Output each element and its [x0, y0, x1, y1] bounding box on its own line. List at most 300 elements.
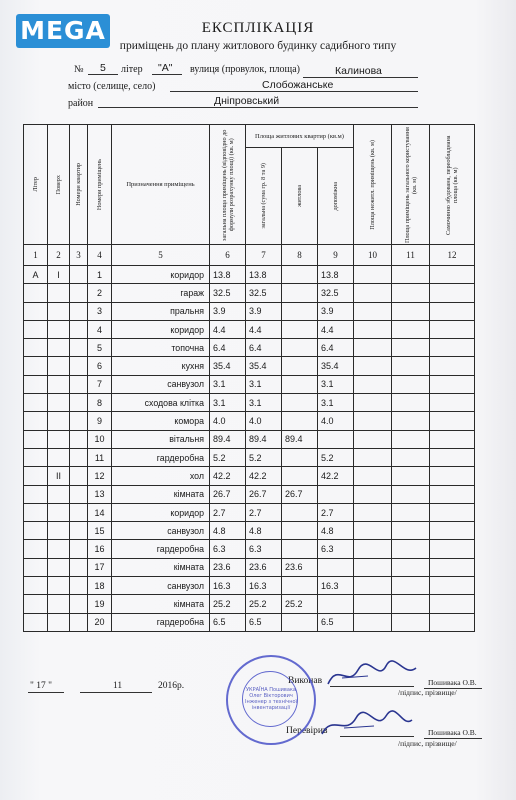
cell-sanitary	[430, 577, 475, 595]
signature-1-icon	[320, 658, 420, 692]
liter-underline	[152, 74, 182, 75]
cell-total-area: 4.8	[210, 522, 246, 540]
cell-sanitary	[430, 558, 475, 576]
col-header-floor: Поверх	[48, 125, 70, 245]
cell-common	[392, 448, 430, 466]
cell-auxiliary: 4.4	[318, 320, 354, 338]
cell-common	[392, 540, 430, 558]
cell-sanitary	[430, 284, 475, 302]
cell-liter	[24, 284, 48, 302]
cell-purpose: кухня	[112, 357, 210, 375]
city-label: місто (селище, село)	[68, 81, 156, 92]
cell-liter	[24, 503, 48, 521]
cell-living	[282, 448, 318, 466]
cell-room-number: 10	[88, 430, 112, 448]
street-underline	[303, 77, 418, 78]
cell-total-area: 3.1	[210, 394, 246, 412]
cell-total-sum: 4.0	[246, 412, 282, 430]
cell-liter	[24, 339, 48, 357]
cell-floor	[48, 375, 70, 393]
cell-floor	[48, 357, 70, 375]
cell-total-area: 3.9	[210, 302, 246, 320]
cell-total-area: 4.4	[210, 320, 246, 338]
table-row	[24, 467, 475, 485]
cell-floor	[48, 577, 70, 595]
cell-floor	[48, 522, 70, 540]
liter-value: "А"	[158, 62, 173, 74]
cell-total-sum: 6.4	[246, 339, 282, 357]
date-month: 11	[113, 681, 123, 691]
cell-sanitary	[430, 522, 475, 540]
cell-common	[392, 503, 430, 521]
cell-auxiliary	[318, 430, 354, 448]
cell-apartment	[70, 394, 88, 412]
date-year: 2016р.	[158, 681, 185, 691]
table-body	[24, 266, 475, 632]
table-row	[24, 394, 475, 412]
col-header-total-sum: загальна (сума гр. 8 та 9)	[246, 148, 282, 245]
cell-nonliving	[354, 540, 392, 558]
cell-total-sum: 4.4	[246, 320, 282, 338]
column-number: 10	[354, 245, 392, 266]
cell-apartment	[70, 412, 88, 430]
cell-auxiliary: 4.8	[318, 522, 354, 540]
cell-total-area: 6.3	[210, 540, 246, 558]
cell-living	[282, 284, 318, 302]
table-row	[24, 320, 475, 338]
col-header-apartment: Номери квартир	[70, 125, 88, 245]
street-label: вулиця (провулок, площа)	[190, 64, 301, 75]
cell-nonliving	[354, 430, 392, 448]
cell-sanitary	[430, 339, 475, 357]
cell-liter	[24, 595, 48, 613]
col-header-common: Площа приміщень загального користування (кв. м)	[392, 125, 430, 245]
cell-room-number: 4	[88, 320, 112, 338]
cell-room-number: 9	[88, 412, 112, 430]
cell-room-number: 2	[88, 284, 112, 302]
cell-room-number: 11	[88, 448, 112, 466]
table-row	[24, 448, 475, 466]
explication-table	[23, 124, 475, 632]
col-header-nonliving: Площа нежитл. приміщень (кв. м)	[354, 125, 392, 245]
cell-living	[282, 339, 318, 357]
cell-auxiliary: 4.0	[318, 412, 354, 430]
cell-total-area: 5.2	[210, 448, 246, 466]
cell-living: 89.4	[282, 430, 318, 448]
cell-floor	[48, 485, 70, 503]
cell-auxiliary: 42.2	[318, 467, 354, 485]
cell-total-sum: 26.7	[246, 485, 282, 503]
table-row	[24, 503, 475, 521]
signer2-name: Пошивака О.В.	[428, 728, 477, 737]
cell-auxiliary: 6.4	[318, 339, 354, 357]
cell-floor	[48, 339, 70, 357]
column-number: 5	[112, 245, 210, 266]
cell-total-sum: 5.2	[246, 448, 282, 466]
cell-purpose: гараж	[112, 284, 210, 302]
cell-common	[392, 320, 430, 338]
cell-common	[392, 485, 430, 503]
cell-sanitary	[430, 394, 475, 412]
table-row	[24, 540, 475, 558]
cell-nonliving	[354, 448, 392, 466]
cell-purpose: кімната	[112, 558, 210, 576]
cell-living	[282, 522, 318, 540]
cell-liter	[24, 320, 48, 338]
cell-common	[392, 467, 430, 485]
cell-total-area: 32.5	[210, 284, 246, 302]
table-row	[24, 485, 475, 503]
cell-nonliving	[354, 503, 392, 521]
district-value: Дніпровський	[214, 95, 280, 107]
cell-common	[392, 302, 430, 320]
cell-common	[392, 430, 430, 448]
cell-common	[392, 339, 430, 357]
cell-total-area: 89.4	[210, 430, 246, 448]
cell-apartment	[70, 448, 88, 466]
table-row	[24, 577, 475, 595]
cell-liter	[24, 375, 48, 393]
cell-auxiliary: 3.1	[318, 394, 354, 412]
cell-total-sum: 3.1	[246, 394, 282, 412]
cell-auxiliary: 16.3	[318, 577, 354, 595]
cell-total-sum: 42.2	[246, 467, 282, 485]
cell-floor	[48, 540, 70, 558]
cell-liter: А	[24, 266, 48, 284]
cell-purpose: кімната	[112, 485, 210, 503]
cell-total-area: 42.2	[210, 467, 246, 485]
cell-auxiliary: 13.8	[318, 266, 354, 284]
cell-sanitary	[430, 540, 475, 558]
column-number: 8	[282, 245, 318, 266]
cell-floor	[48, 430, 70, 448]
cell-total-area: 25.2	[210, 595, 246, 613]
cell-liter	[24, 613, 48, 631]
cell-floor: II	[48, 467, 70, 485]
cell-nonliving	[354, 284, 392, 302]
cell-common	[392, 394, 430, 412]
cell-auxiliary	[318, 558, 354, 576]
cell-liter	[24, 540, 48, 558]
cell-nonliving	[354, 412, 392, 430]
document-title: ЕКСПЛІКАЦІЯ	[201, 20, 315, 36]
table-row	[24, 430, 475, 448]
cell-total-sum: 23.6	[246, 558, 282, 576]
cell-living	[282, 467, 318, 485]
cell-living	[282, 577, 318, 595]
cell-total-area: 13.8	[210, 266, 246, 284]
column-number: 1	[24, 245, 48, 266]
cell-common	[392, 522, 430, 540]
cell-room-number: 20	[88, 613, 112, 631]
col-header-living-group: Площа житлових квартир (кв.м)	[246, 125, 354, 148]
cell-apartment	[70, 266, 88, 284]
cell-purpose: санвузол	[112, 577, 210, 595]
cell-auxiliary: 2.7	[318, 503, 354, 521]
cell-nonliving	[354, 613, 392, 631]
cell-room-number: 15	[88, 522, 112, 540]
cell-floor	[48, 320, 70, 338]
cell-floor	[48, 595, 70, 613]
cell-total-sum: 89.4	[246, 430, 282, 448]
cell-apartment	[70, 522, 88, 540]
cell-liter	[24, 430, 48, 448]
signature-2-icon	[316, 706, 416, 740]
cell-liter	[24, 485, 48, 503]
district-underline	[98, 107, 418, 108]
cell-living: 23.6	[282, 558, 318, 576]
cell-total-area: 6.4	[210, 339, 246, 357]
cell-nonliving	[354, 320, 392, 338]
cell-apartment	[70, 302, 88, 320]
number-value: 5	[100, 62, 106, 74]
cell-floor	[48, 284, 70, 302]
cell-apartment	[70, 503, 88, 521]
cell-nonliving	[354, 375, 392, 393]
cell-auxiliary: 3.9	[318, 302, 354, 320]
date-day: " 17 "	[30, 681, 53, 691]
cell-common	[392, 412, 430, 430]
cell-liter	[24, 522, 48, 540]
cell-room-number: 19	[88, 595, 112, 613]
cell-apartment	[70, 595, 88, 613]
cell-common	[392, 266, 430, 284]
col-header-sanitary: Самочинно збудована, переобладнана площа (кв. м)	[430, 125, 475, 245]
cell-nonliving	[354, 394, 392, 412]
cell-purpose: топочна	[112, 339, 210, 357]
cell-auxiliary: 32.5	[318, 284, 354, 302]
cell-total-sum: 2.7	[246, 503, 282, 521]
cell-purpose: пральня	[112, 302, 210, 320]
cell-room-number: 3	[88, 302, 112, 320]
cell-total-sum: 13.8	[246, 266, 282, 284]
cell-apartment	[70, 339, 88, 357]
cell-auxiliary: 6.3	[318, 540, 354, 558]
cell-auxiliary	[318, 595, 354, 613]
cell-nonliving	[354, 577, 392, 595]
cell-sanitary	[430, 595, 475, 613]
cell-total-area: 3.1	[210, 375, 246, 393]
table-row	[24, 412, 475, 430]
col-header-purpose: Призначення приміщень	[112, 125, 210, 245]
cell-total-area: 4.0	[210, 412, 246, 430]
cell-sanitary	[430, 412, 475, 430]
cell-sanitary	[430, 467, 475, 485]
cell-apartment	[70, 430, 88, 448]
number-underline	[88, 74, 118, 75]
cell-living	[282, 394, 318, 412]
table-row	[24, 522, 475, 540]
cell-sanitary	[430, 375, 475, 393]
cell-purpose: коридор	[112, 503, 210, 521]
cell-liter	[24, 448, 48, 466]
cell-nonliving	[354, 467, 392, 485]
cell-sanitary	[430, 448, 475, 466]
cell-liter	[24, 357, 48, 375]
cell-apartment	[70, 577, 88, 595]
cell-auxiliary: 6.5	[318, 613, 354, 631]
cell-sanitary	[430, 430, 475, 448]
cell-purpose: сходова клітка	[112, 394, 210, 412]
official-stamp	[226, 655, 316, 745]
cell-floor	[48, 558, 70, 576]
cell-floor	[48, 503, 70, 521]
cell-purpose: комора	[112, 412, 210, 430]
cell-living	[282, 320, 318, 338]
cell-total-sum: 6.3	[246, 540, 282, 558]
table-row	[24, 357, 475, 375]
column-number: 6	[210, 245, 246, 266]
city-value: Слобожанське	[262, 79, 334, 91]
table-row	[24, 558, 475, 576]
table-row	[24, 375, 475, 393]
cell-living	[282, 266, 318, 284]
cell-apartment	[70, 467, 88, 485]
cell-purpose: коридор	[112, 320, 210, 338]
cell-auxiliary: 35.4	[318, 357, 354, 375]
table-row	[24, 302, 475, 320]
cell-living: 25.2	[282, 595, 318, 613]
street-value: Калинова	[335, 65, 382, 77]
cell-liter	[24, 558, 48, 576]
number-label: №	[74, 64, 84, 75]
cell-living	[282, 357, 318, 375]
column-number: 11	[392, 245, 430, 266]
cell-purpose: кімната	[112, 595, 210, 613]
cell-total-area: 35.4	[210, 357, 246, 375]
cell-nonliving	[354, 302, 392, 320]
signer1-role: Виконав	[288, 676, 323, 686]
cell-common	[392, 558, 430, 576]
column-number: 4	[88, 245, 112, 266]
cell-purpose: хол	[112, 467, 210, 485]
cell-apartment	[70, 485, 88, 503]
cell-floor	[48, 448, 70, 466]
cell-liter	[24, 577, 48, 595]
cell-total-sum: 35.4	[246, 357, 282, 375]
cell-common	[392, 375, 430, 393]
cell-nonliving	[354, 558, 392, 576]
cell-room-number: 13	[88, 485, 112, 503]
cell-apartment	[70, 613, 88, 631]
cell-total-sum: 4.8	[246, 522, 282, 540]
col-header-living: житлова	[282, 148, 318, 245]
column-number-row	[24, 245, 475, 266]
date-month-underline	[80, 692, 152, 693]
cell-total-sum: 32.5	[246, 284, 282, 302]
cell-floor	[48, 412, 70, 430]
district-label: район	[68, 98, 94, 109]
cell-common	[392, 595, 430, 613]
cell-floor	[48, 394, 70, 412]
signer2-role: Перевірив	[286, 726, 328, 736]
column-number: 3	[70, 245, 88, 266]
cell-liter	[24, 302, 48, 320]
cell-living: 26.7	[282, 485, 318, 503]
cell-room-number: 5	[88, 339, 112, 357]
cell-apartment	[70, 558, 88, 576]
cell-room-number: 12	[88, 467, 112, 485]
cell-sanitary	[430, 357, 475, 375]
cell-floor	[48, 302, 70, 320]
cell-room-number: 7	[88, 375, 112, 393]
cell-sanitary	[430, 266, 475, 284]
cell-purpose: гардеробна	[112, 540, 210, 558]
cell-liter	[24, 412, 48, 430]
cell-living	[282, 540, 318, 558]
cell-purpose: вітальня	[112, 430, 210, 448]
cell-common	[392, 613, 430, 631]
signer2-caption: /підпис, прізвище/	[398, 739, 457, 748]
cell-room-number: 17	[88, 558, 112, 576]
cell-liter	[24, 467, 48, 485]
cell-room-number: 1	[88, 266, 112, 284]
cell-total-area: 26.7	[210, 485, 246, 503]
signer1-name: Пошивака О.В.	[428, 678, 477, 687]
cell-total-area: 6.5	[210, 613, 246, 631]
table-row	[24, 266, 475, 284]
cell-nonliving	[354, 485, 392, 503]
liter-label: літер	[121, 64, 143, 75]
col-header-liter: Літер	[24, 125, 48, 245]
cell-apartment	[70, 375, 88, 393]
cell-room-number: 18	[88, 577, 112, 595]
cell-apartment	[70, 357, 88, 375]
cell-auxiliary: 3.1	[318, 375, 354, 393]
cell-living	[282, 503, 318, 521]
cell-room-number: 8	[88, 394, 112, 412]
column-number: 12	[430, 245, 475, 266]
table-row	[24, 284, 475, 302]
cell-nonliving	[354, 522, 392, 540]
cell-living	[282, 412, 318, 430]
cell-apartment	[70, 284, 88, 302]
cell-purpose: коридор	[112, 266, 210, 284]
column-number: 7	[246, 245, 282, 266]
cell-total-sum: 16.3	[246, 577, 282, 595]
cell-auxiliary	[318, 485, 354, 503]
cell-floor	[48, 613, 70, 631]
cell-total-area: 2.7	[210, 503, 246, 521]
cell-liter	[24, 394, 48, 412]
signer1-caption: /підпис, прізвище/	[398, 688, 457, 697]
cell-total-area: 16.3	[210, 577, 246, 595]
cell-apartment	[70, 540, 88, 558]
cell-sanitary	[430, 320, 475, 338]
cell-common	[392, 577, 430, 595]
cell-total-sum: 3.1	[246, 375, 282, 393]
cell-sanitary	[430, 302, 475, 320]
column-number: 2	[48, 245, 70, 266]
cell-common	[392, 357, 430, 375]
col-header-total-area: загальна площа приміщень (відповідно до формули розрахунку площі) (кв. м)	[210, 125, 246, 245]
cell-common	[392, 284, 430, 302]
cell-nonliving	[354, 595, 392, 613]
cell-room-number: 14	[88, 503, 112, 521]
cell-sanitary	[430, 503, 475, 521]
col-header-room-number: Номери приміщень	[88, 125, 112, 245]
cell-sanitary	[430, 485, 475, 503]
cell-floor: I	[48, 266, 70, 284]
cell-room-number: 16	[88, 540, 112, 558]
cell-purpose: гардеробна	[112, 448, 210, 466]
table-row	[24, 613, 475, 631]
cell-total-sum: 3.9	[246, 302, 282, 320]
cell-living	[282, 375, 318, 393]
cell-sanitary	[430, 613, 475, 631]
cell-total-sum: 6.5	[246, 613, 282, 631]
cell-purpose: гардеробна	[112, 613, 210, 631]
